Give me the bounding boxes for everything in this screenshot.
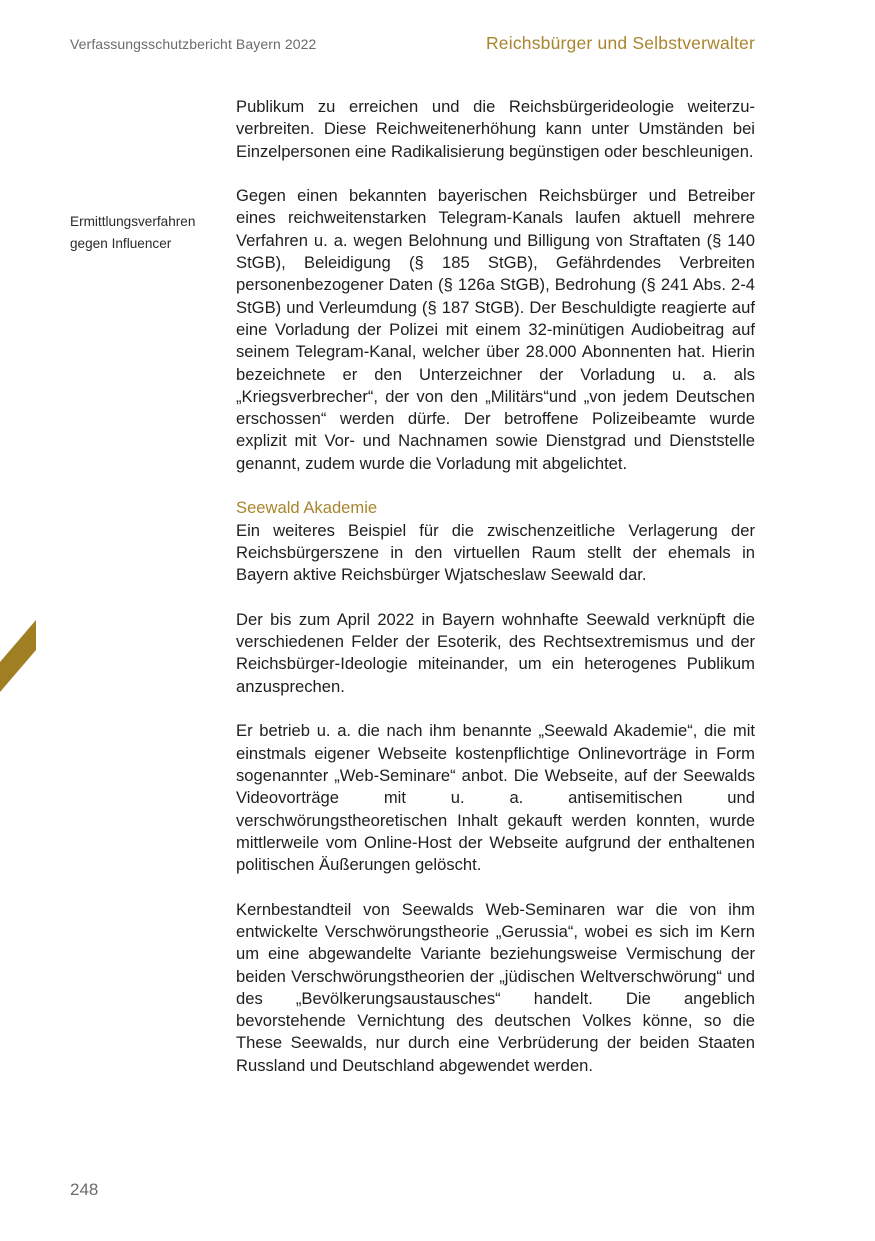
paragraph: Der bis zum April 2022 in Bayern wohnhafte Seewald verknüpft die verschiedenen Felder der Esoterik, des Rechtsextremismus und der Reichsbürger-Ideologie miteinander, um ein heterogenes Publikum anzusprechen.	[236, 609, 755, 696]
paragraph: Publikum zu erreichen und die Reichsbürgerideologie weiterzuverbreiten. Diese Reichweitenerhöhung kann unter Umständen bei Einzelpersonen eine Radikalisierung begünstigen oder beschleunigen.	[236, 97, 755, 161]
running-header-chapter: Reichsbürger und Selbstverwalter	[485, 33, 755, 53]
paragraph: Gegen einen bekannten bayerischen Reichsbürger und Betreiber eines reichweitenstarken Telegram-Kanals laufen aktuell mehrere Verfahren u. a. wegen Belohnung und Billigung von Straftaten (§ 140 StGB), Beleidigung (§ 185 StGB), Gefährdendes Verbreiten personenbezogener Daten (§ 126a StGB), Bedrohung (§ 241 Abs. 2-4 StGB) und Verleumdung (§ 187 StGB). Der Beschuldigte reagierte auf eine Vorladung der Polizei mit einem 32-minütigen Audiobeitrag auf seinem Telegram-Kanal, welcher über 28.000 Abonnenten hat. Hierin bezeichnete er den Unterzeichner der Vorladung u. a. als „Kriegsverbrecher“, der von den „Militärs“und „von jedem Deutschen erschossen“ werden dürfe. Der betroffene Polizeibeamte wurde explizit mit Vor- und Nachnamen sowie Dienstgrad und Dienststelle genannt, zudem wurde die Vorladung mit abgelichtet.	[236, 186, 755, 473]
chapter-marker-tab	[0, 620, 36, 692]
running-header-publication: Verfassungsschutzbericht Bayern 2022	[70, 36, 317, 52]
margin-note-line: gegen Influencer	[70, 236, 172, 252]
paragraph: Ein weiteres Beispiel für die zwischenzeitliche Verlagerung der Reichsbürgerszene in den virtuellen Raum stellt der ehemals in Bayern aktive Reichsbürger Wjatscheslaw Seewald dar.	[236, 520, 755, 585]
margin-note	[70, 211, 220, 256]
margin-note-line: Ermittlungsverfahren	[70, 214, 196, 229]
body-text	[236, 96, 755, 1077]
page-number: 248	[70, 1180, 99, 1199]
section-subheading: Seewald Akademie	[236, 498, 378, 518]
paragraph: Er betrieb u. a. die nach ihm benannte „Seewald Akademie“, die mit einstmals eigener Webseite kostenpflichtige Onlinevorträge in Form sogenannter „Web-Seminare“ anbot. Die Webseite, auf der Seewalds Videovorträge mit u. a. antisemitischen und verschwörungstheoretischen Inhalt gekauft werden konnten, wurde mittlerweile vom Online-Host der Webseite aufgrund der enthaltenen politischen Äußerungen gelöscht.	[236, 721, 755, 875]
paragraph: Kernbestandteil von Seewalds Web-Seminaren war die von ihm entwickelte Verschwörungstheorie „Gerussia“, wobei es sich im Kern um eine abgewandelte Variante beziehungsweise Vermischung der beiden Verschwörungstheorien der „jüdischen Weltverschwörung“ und des „Bevölkerungsaustausches“ handelt. Die angeblich bevorstehende Vernichtung des deutschen Volkes könne, so die These Seewalds, nur durch eine Verbrüderung der beiden Staaten Russland und Deutschland abgewendet werden.	[236, 899, 755, 1075]
